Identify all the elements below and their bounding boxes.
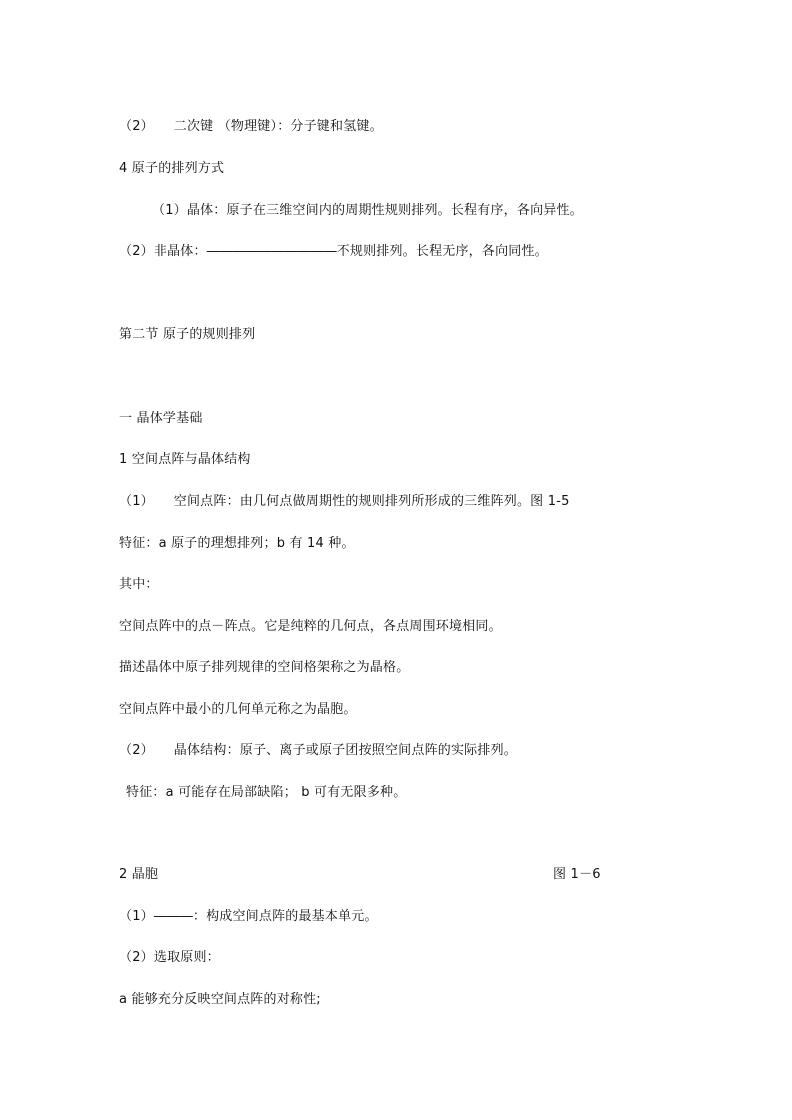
figure-reference: 图 1－6 bbox=[553, 867, 601, 882]
heading-unit-cell: 2 晶胞 bbox=[119, 867, 159, 882]
section-heading-atomic-arrangement: 4 原子的排列方式 bbox=[119, 161, 225, 176]
paragraph-features-2: 特征：a 可能存在局部缺陷； b 可有无限多种。 bbox=[126, 785, 407, 800]
paragraph-among: 其中： bbox=[119, 577, 159, 592]
heading-space-lattice: 1 空间点阵与晶体结构 bbox=[119, 452, 251, 467]
definition-suffix: ：构成空间点阵的最基本单元。 bbox=[192, 909, 378, 924]
list-item-crystal: （1）晶体：原子在三维空间内的周期性规则排列。长程有序，各向异性。 bbox=[152, 203, 583, 218]
amorphous-prefix: （2）非晶体： bbox=[119, 244, 207, 259]
list-item-space-lattice: （1） 空间点阵：由几何点做周期性的规则排列所形成的三维阵列。图 1-5 bbox=[119, 494, 570, 509]
list-item-secondary-bond: （2） 二次键 （物理键）：分子键和氢键。 bbox=[119, 119, 383, 134]
list-item-amorphous bbox=[119, 243, 548, 261]
paragraph-lattice: 描述晶体中原子排列规律的空间格架称之为晶格。 bbox=[119, 660, 410, 675]
definition-prefix: （1） bbox=[119, 909, 154, 924]
paragraph-unit-cell: 空间点阵中最小的几何单元称之为晶胞。 bbox=[119, 702, 357, 717]
blank-dashes: ―――――――――― bbox=[206, 244, 337, 259]
chapter-section-title: 第二节 原子的规则排列 bbox=[119, 327, 256, 342]
paragraph-symmetry: a 能够充分反映空间点阵的对称性; bbox=[119, 992, 321, 1007]
amorphous-suffix: 不规则排列。长程无序，各向同性。 bbox=[336, 244, 548, 259]
list-item-unit-cell-definition bbox=[119, 908, 378, 926]
blank-dashes: ――― bbox=[153, 909, 193, 924]
paragraph-lattice-point: 空间点阵中的点－阵点。它是纯粹的几何点，各点周围环境相同。 bbox=[119, 619, 502, 634]
heading-crystallography-basics: 一 晶体学基础 bbox=[119, 411, 203, 426]
list-item-crystal-structure: （2） 晶体结构：原子、离子或原子团按照空间点阵的实际排列。 bbox=[119, 743, 517, 758]
list-item-selection-principle: （2）选取原则： bbox=[119, 950, 220, 965]
paragraph-features-1: 特征：a 原子的理想排列；b 有 14 种。 bbox=[119, 536, 355, 551]
